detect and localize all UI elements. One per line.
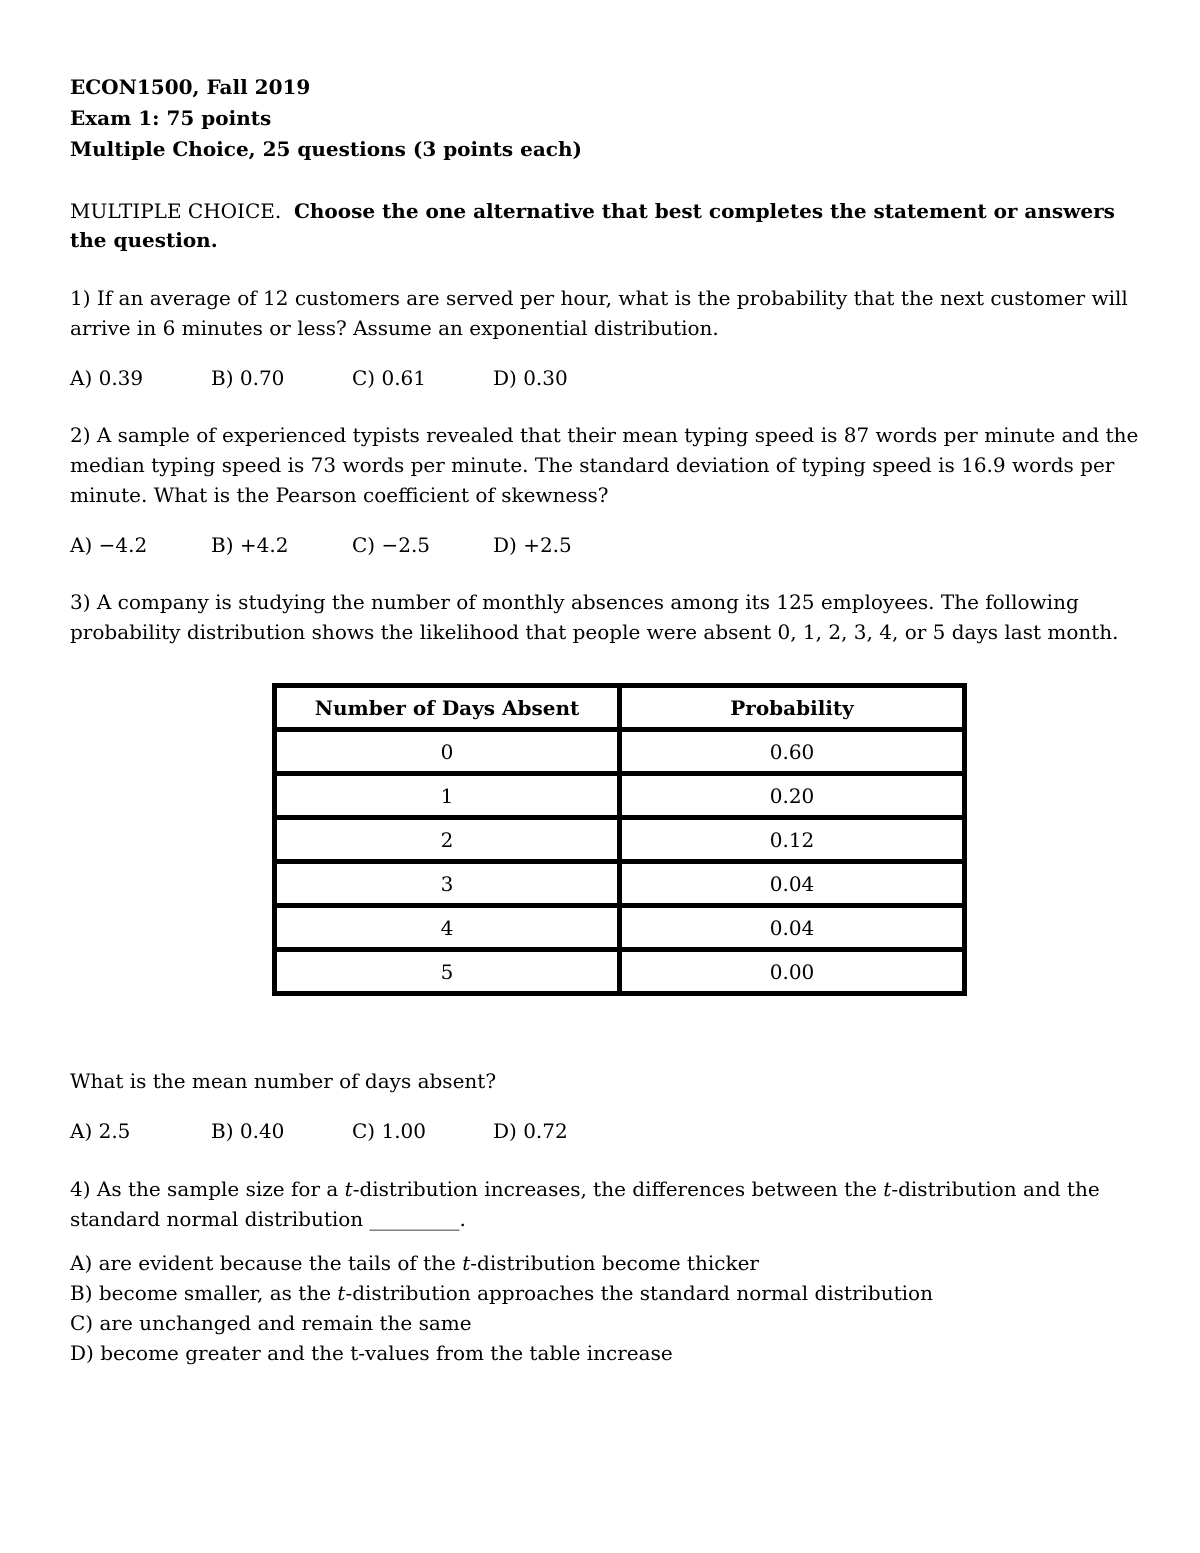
q1-choice-b: B) 0.70 xyxy=(211,366,285,390)
q4-choice-a xyxy=(70,1248,1140,1278)
table-row xyxy=(275,730,965,774)
q1-choice-c: C) 0.61 xyxy=(352,366,426,390)
table-row xyxy=(275,774,965,818)
question-2-choices xyxy=(70,530,1140,560)
q2-choice-b: B) +4.2 xyxy=(211,533,289,557)
question-3-followup xyxy=(70,1066,1140,1368)
q4-choice-d: D) become greater and the t-values from the table increase xyxy=(70,1341,673,1365)
table-row xyxy=(275,906,965,950)
exam-format: Multiple Choice, 25 questions (3 points each) xyxy=(70,137,582,161)
q4-choice-a-part1: A) are evident because the tails of the xyxy=(70,1251,463,1275)
q4-text-part2: -distribution increases, the differences between the xyxy=(352,1177,884,1201)
q1-choice-a: A) 0.39 xyxy=(70,366,144,390)
days-absent-table xyxy=(272,683,967,996)
q4-choice-b-part1: B) become smaller, as the xyxy=(70,1281,338,1305)
question-4-text xyxy=(70,1174,1140,1234)
q3-choice-b: B) 0.40 xyxy=(211,1119,285,1143)
q4-text-part1: 4) As the sample size for a xyxy=(70,1177,345,1201)
q2-choice-d: D) +2.5 xyxy=(493,533,572,557)
table-cell-probability: 0.00 xyxy=(620,950,965,994)
q4-choice-a-t: t xyxy=(462,1251,471,1275)
q3-choice-c: C) 1.00 xyxy=(352,1119,426,1143)
table-cell-days: 3 xyxy=(275,862,620,906)
q4-text-part3: -distribution and the standard normal distribution _________. xyxy=(70,1177,1100,1231)
q4-choice-b-part2: -distribution approaches the standard normal distribution xyxy=(345,1281,933,1305)
question-1-text: 1) If an average of 12 customers are served per hour, what is the probability that the next customer will arrive in 6 minutes or less? Assume an exponential distribution. xyxy=(70,286,1128,340)
table-row xyxy=(275,818,965,862)
q4-choice-b xyxy=(70,1278,1140,1308)
question-3-text: 3) A company is studying the number of monthly absences among its 125 employees. The following probability distribution shows the likelihood that people were absent 0, 1, 2, 3, 4, or 5 days last month. xyxy=(70,590,1119,644)
q4-choice-b-t: t xyxy=(337,1281,346,1305)
table-cell-days: 0 xyxy=(275,730,620,774)
table-header-days: Number of Days Absent xyxy=(275,686,620,730)
instructions-text: Choose the one alternative that best completes the statement or answers the question. xyxy=(70,199,1115,252)
table-cell-days: 1 xyxy=(275,774,620,818)
q3-choice-d: D) 0.72 xyxy=(493,1119,568,1143)
instructions xyxy=(70,197,1140,255)
q2-choice-a: A) −4.2 xyxy=(70,533,148,557)
table-cell-probability: 0.04 xyxy=(620,862,965,906)
q2-choice-c: C) −2.5 xyxy=(352,533,431,557)
table-cell-probability: 0.04 xyxy=(620,906,965,950)
table-row xyxy=(275,862,965,906)
table-cell-probability: 0.60 xyxy=(620,730,965,774)
table-cell-days: 5 xyxy=(275,950,620,994)
q3-choice-a: A) 2.5 xyxy=(70,1119,131,1143)
question-2-text: 2) A sample of experienced typists revealed that their mean typing speed is 87 words per minute and the median typing speed is 73 words per minute. The standard deviation of typing speed is 16.9 words per minute. What is the Pearson coefficient of skewness? xyxy=(70,423,1139,507)
question-3-prompt: What is the mean number of days absent? xyxy=(70,1069,497,1093)
table-cell-days: 4 xyxy=(275,906,620,950)
table-header-probability: Probability xyxy=(620,686,965,730)
instructions-prefix: MULTIPLE CHOICE. xyxy=(70,199,282,223)
q4-t-symbol-2: t xyxy=(883,1177,892,1201)
table-cell-days: 2 xyxy=(275,818,620,862)
q4-choice-c: C) are unchanged and remain the same xyxy=(70,1311,472,1335)
exam-page xyxy=(70,72,1140,647)
table-cell-probability: 0.20 xyxy=(620,774,965,818)
table-row xyxy=(275,950,965,994)
table-cell-probability: 0.12 xyxy=(620,818,965,862)
q1-choice-d: D) 0.30 xyxy=(493,366,568,390)
table-header-row xyxy=(275,686,965,730)
exam-title: Exam 1: 75 points xyxy=(70,106,272,130)
course-title: ECON1500, Fall 2019 xyxy=(70,75,311,99)
question-1-choices xyxy=(70,363,1140,393)
q4-t-symbol-1: t xyxy=(344,1177,353,1201)
question-4-choices xyxy=(70,1248,1140,1368)
q4-choice-a-part2: -distribution become thicker xyxy=(470,1251,759,1275)
question-3-choices xyxy=(70,1116,1140,1146)
